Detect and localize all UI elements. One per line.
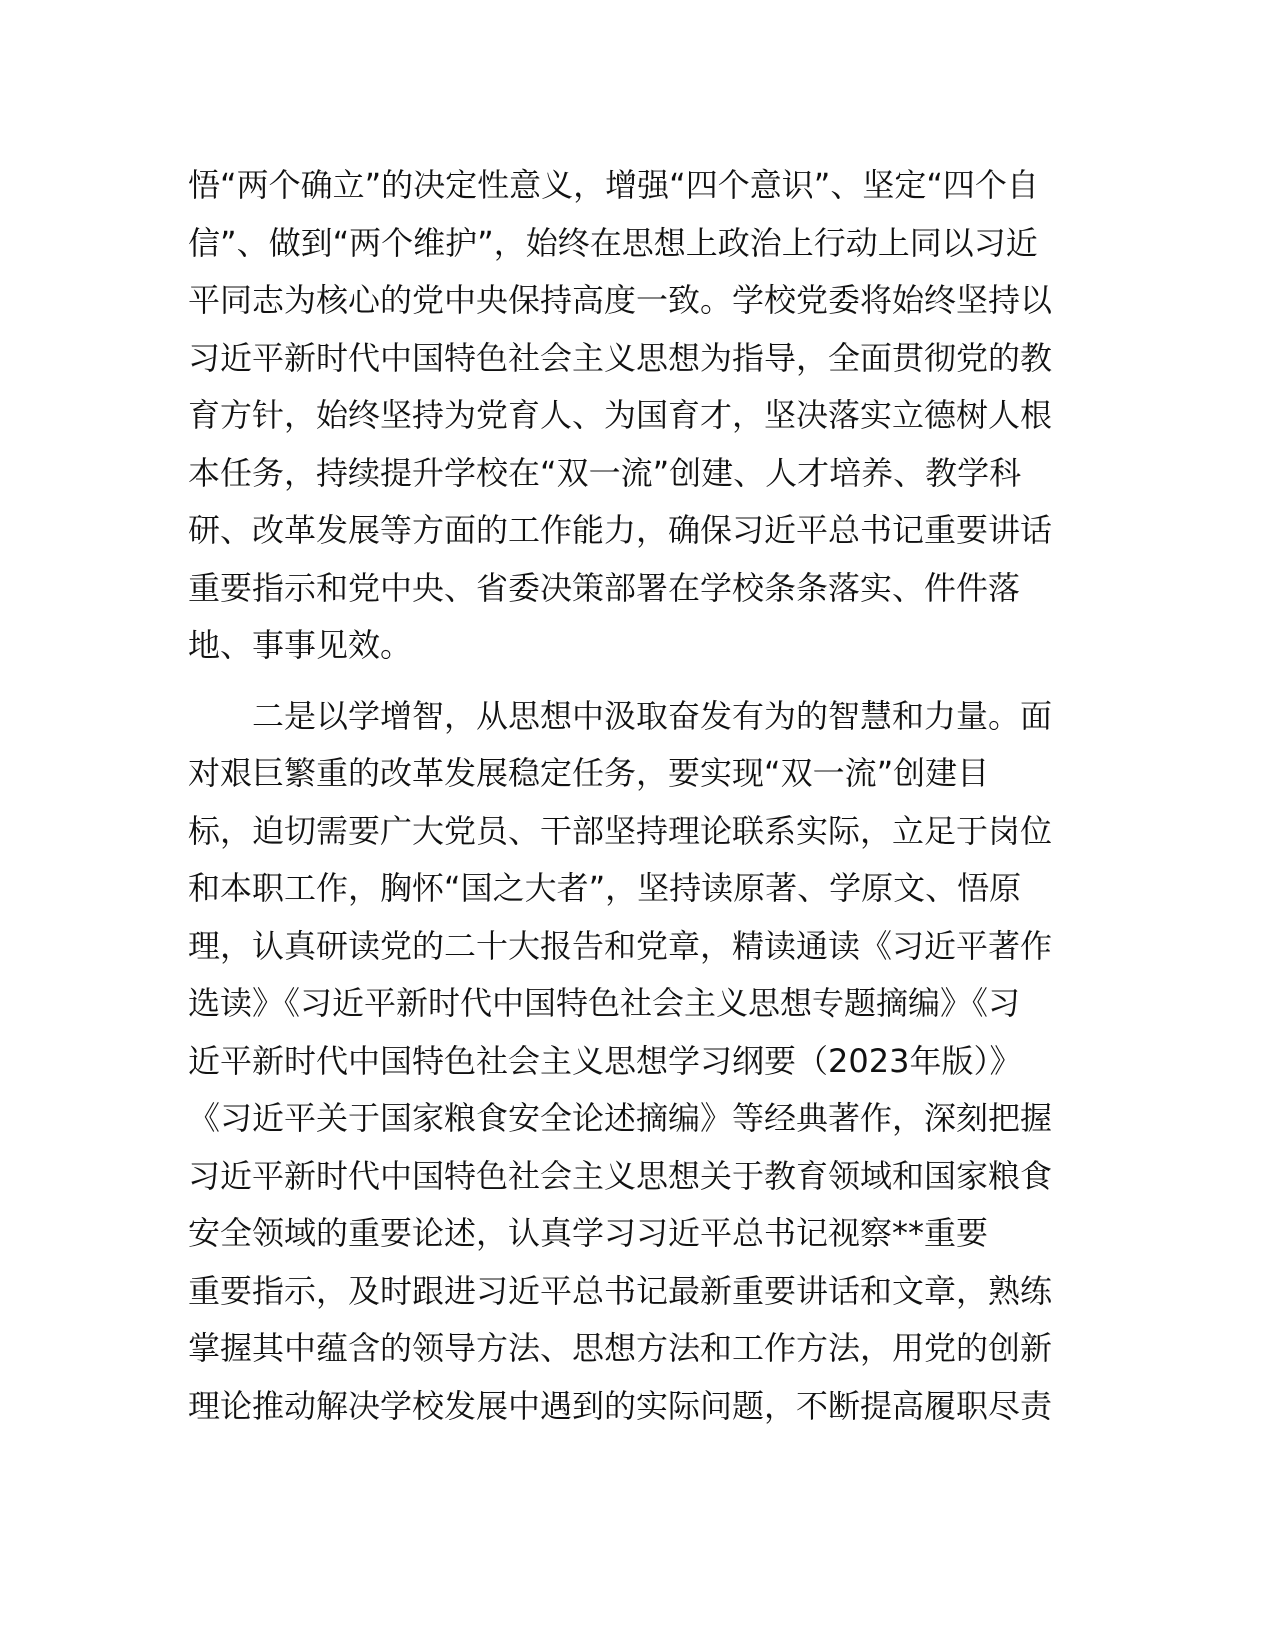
text-line: 研、改革发展等方面的工作能力，确保习近平总书记重要讲话 [188,511,1053,549]
text-line: 二是以学增智，从思想中汲取奋发有为的智慧和力量。面 [188,696,1053,735]
paragraph-1 [188,157,1093,675]
text-line: 本任务，持续提升学校在“双一流”创建、人才培养、教学科 [188,453,1022,492]
text-line: 选读》《习近平新时代中国特色社会主义思想专题摘编》《习 [188,984,1021,1022]
text-line: 平同志为核心的党中央保持高度一致。学校党委将始终坚持以 [188,281,1053,319]
text-line: 对艰巨繁重的改革发展稳定任务，要实现“双一流”创建目 [188,754,990,792]
text-line: 地、事事见效。 [188,626,413,664]
text-line: 近平新时代中国特色社会主义思想学习纲要（2023年版）》 [188,1041,1022,1080]
text-line: 和本职工作，胸怀“国之大者”，坚持读原著、学原文、悟原 [188,869,1022,907]
text-line: 掌握其中蕴含的领导方法、思想方法和工作方法，用党的创新 [188,1329,1053,1367]
text-line: 习近平新时代中国特色社会主义思想关于教育领域和国家粮食 [188,1156,1053,1195]
paragraph-2 [188,688,1093,1436]
text-line: 理，认真研读党的二十大报告和党章，精读通读《习近平著作 [188,926,1053,965]
text-line: 悟“两个确立”的决定性意义，增强“四个意识”、坚定“四个自 [188,166,1039,204]
text-line: 信”、做到“两个维护”，始终在思想上政治上行动上同以习近 [188,223,1038,262]
text-line: 安全领域的重要论述，认真学习习近平总书记视察**重要 [188,1214,989,1252]
text-line: 重要指示，及时跟进习近平总书记最新重要讲话和文章，熟练 [188,1271,1053,1310]
text-line: 重要指示和党中央、省委决策部署在学校条条落实、件件落 [188,568,1021,607]
text-line: 习近平新时代中国特色社会主义思想为指导，全面贯彻党的教 [188,338,1053,377]
text-line: 标，迫切需要广大党员、干部坚持理论联系实际，立足于岗位 [188,811,1053,850]
text-line: 《习近平关于国家粮食安全论述摘编》等经典著作，深刻把握 [188,1099,1053,1137]
text-line: 理论推动解决学校发展中遇到的实际问题，不断提高履职尽责 [188,1386,1053,1425]
document-body [188,157,1093,1435]
text-line: 育方针，始终坚持为党育人、为国育才，坚决落实立德树人根 [188,396,1053,434]
